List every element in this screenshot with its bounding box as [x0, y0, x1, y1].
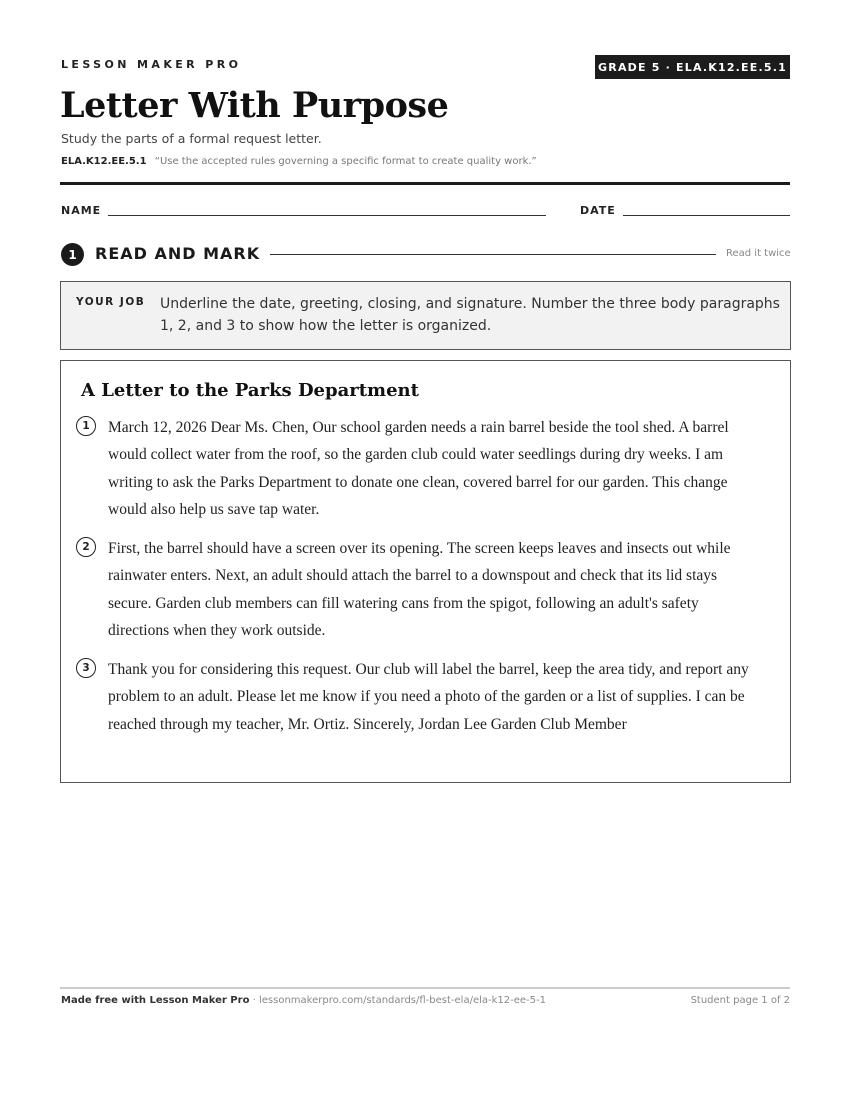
- letter-paragraph: First, the barrel should have a screen over its opening. The screen keeps leaves and insects out while rainwater enters. Next, an adult should attach the barrel to a downspout and check that its lid stays secure. Garden club members can fill watering cans from the spigot, following an adult's safety directions when they work outside.: [108, 540, 731, 639]
- letter-title: A Letter to the Parks Department: [81, 380, 419, 401]
- paragraph-number-badge: 1: [76, 416, 96, 436]
- footer-divider: [60, 987, 790, 989]
- paragraph-number-badge: 2: [76, 537, 96, 557]
- name-label: NAME: [61, 204, 102, 217]
- section-number-badge: 1: [61, 243, 84, 266]
- header-divider: [60, 182, 790, 185]
- section-title: READ AND MARK: [95, 244, 261, 263]
- section-note: Read it twice: [726, 248, 791, 259]
- footer-credit: [61, 995, 546, 1006]
- name-field[interactable]: [108, 215, 546, 216]
- page-title: Letter With Purpose: [60, 85, 449, 126]
- instructions-box: [60, 281, 791, 350]
- instructions-label: YOUR JOB: [76, 296, 146, 308]
- instructions-text: Underline the date, greeting, closing, and signature. Number the three body paragraphs 1, 2, and 3 to show how the letter is organized.: [160, 296, 780, 334]
- paragraph-number-badge: 3: [76, 658, 96, 678]
- grade-badge: GRADE 5 · ELA.K12.EE.5.1: [595, 55, 790, 79]
- section-divider: [270, 254, 716, 255]
- letter-paragraph: March 12, 2026 Dear Ms. Chen, Our school garden needs a rain barrel beside the tool shed. A barrel would collect water from the roof, so the garden club could water seedlings during dry weeks. I am writing to ask the Parks Department to donate one clean, covered barrel for our garden. This change would also help us save tap water.: [108, 419, 729, 518]
- date-field[interactable]: [623, 215, 790, 216]
- date-label: DATE: [580, 204, 616, 217]
- standard-code: ELA.K12.EE.5.1: [61, 156, 147, 167]
- standard-quote: “Use the accepted rules governing a specific format to create quality work.”: [154, 156, 537, 167]
- standard-line: [61, 156, 537, 167]
- letter-paragraph: Thank you for considering this request. Our club will label the barrel, keep the area tidy, and report any problem to an adult. Please let me know if you need a photo of the garden or a list of supplies. I can be reached through my teacher, Mr. Ortiz. Sincerely, Jordan Lee Garden Club Member: [108, 661, 749, 733]
- page-subtitle: Study the parts of a formal request letter.: [61, 131, 322, 146]
- page-indicator: Student page 1 of 2: [690, 995, 790, 1006]
- letter-passage: [60, 360, 791, 783]
- brand-name: LESSON MAKER PRO: [61, 58, 242, 71]
- footer-brand: Made free with Lesson Maker Pro: [61, 995, 250, 1006]
- footer-url[interactable]: · lessonmakerpro.com/standards/fl-best-ela/ela-k12-ee-5-1: [249, 995, 546, 1006]
